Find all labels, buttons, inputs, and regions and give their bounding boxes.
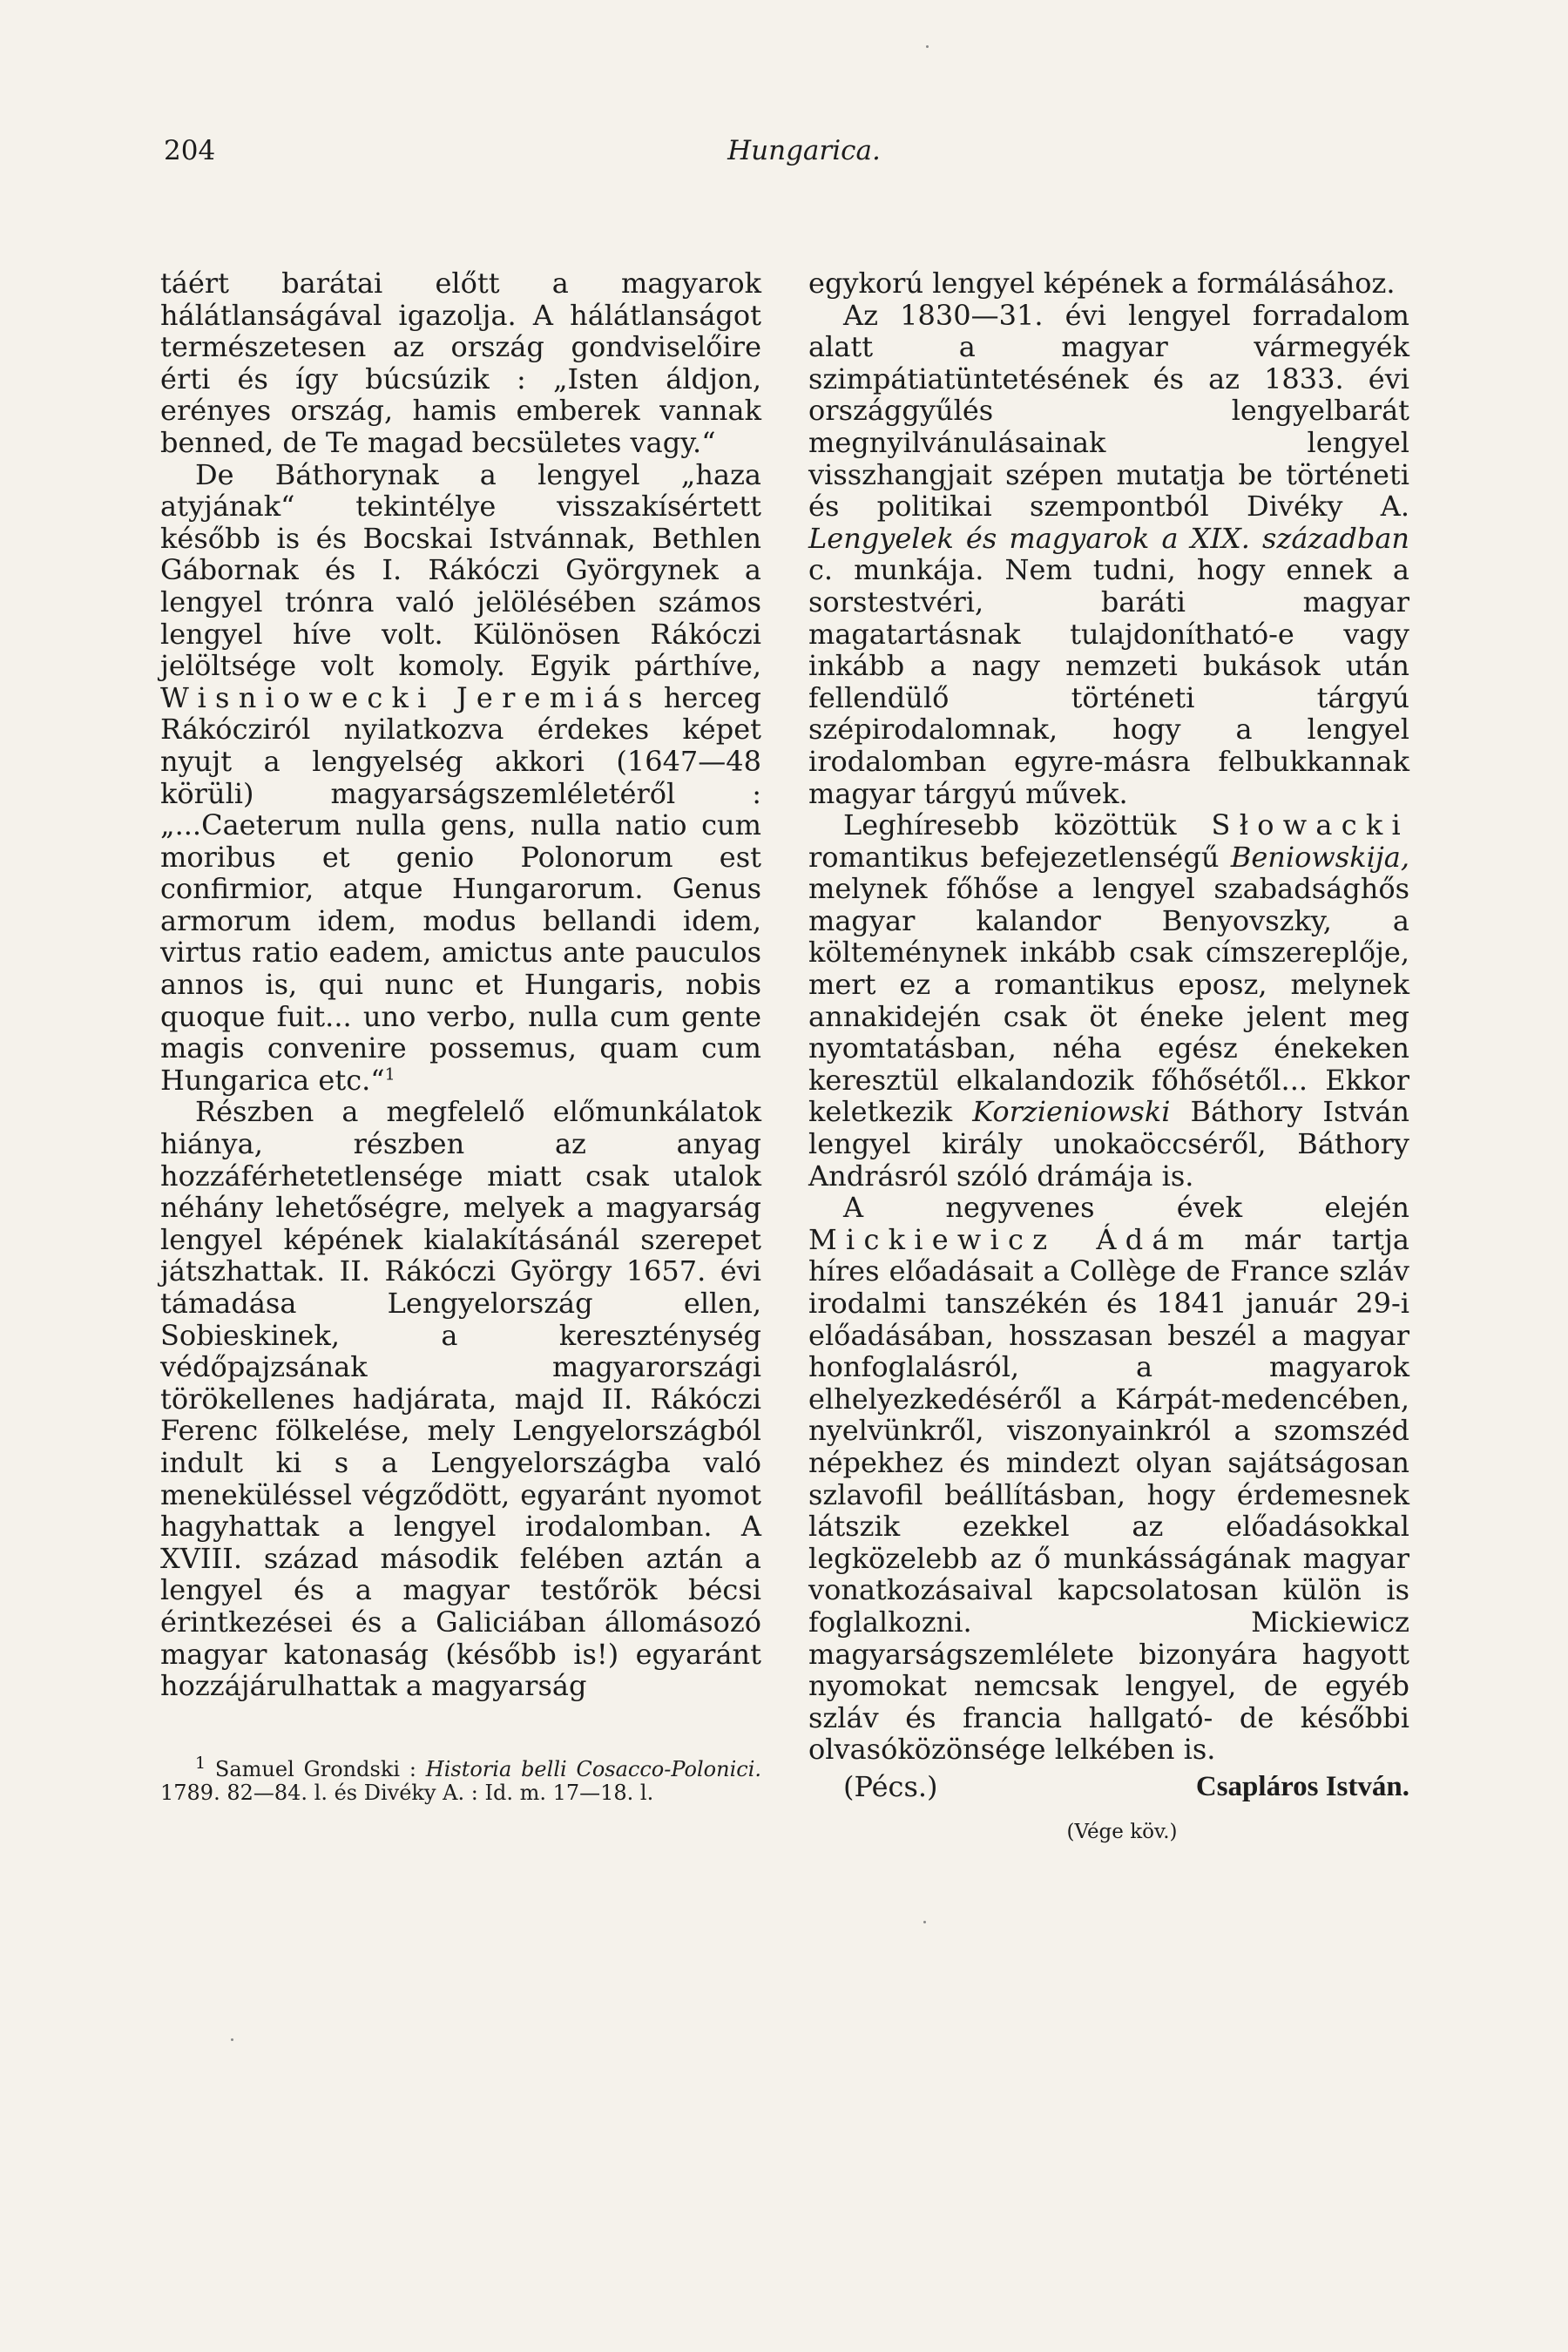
paragraph: Részben a megfelelő előmunkálatok hiánya, részben az anyag hozzáférhetetlensége miatt csak utalok néhány lehetőségre, melyek a magyarság lengyel képének kialakításánál szerepet játszhattak. II. Rákóczi György 1657. évi támadása Lengyelország ellen, Sobieskinek, a kereszténység védőpajzsának magyarországi törökellenes hadjárata, majd II. Rákóczi Ferenc fölkelése, mely Lengyelországból indult ki s a Lengyelországba való meneküléssel végződött, egyaránt nyomot hagyhattak a lengyel irodalomban. A XVIII. század második felében aztán a lengyel és a magyar testőrök bécsi érintkezései és a Galiciában állomásozó magyar katonaság (később is!) egyaránt hozzájárulhattak a magyarság xyxy=(160,1095,761,1703)
book-title: Lengyelek és magyarok a XIX. században xyxy=(808,521,1409,555)
continued-note: (Vége köv.) xyxy=(1066,1820,1178,1843)
text-run: melynek főhőse a lengyel szabadsághős magyar kalandor Benyovszky, a költeménynek inkább csak címszereplője, mert ez a romantikus eposz, melynek annakidején csak öt éneke jelent meg nyomtatásban, néha egész énekeken keresztül elkalandozik főhősétől... Ekkor keletkezik xyxy=(808,872,1409,1129)
text-run: c. munkája. Nem tudni, hogy ennek a sorstestvéri, baráti magyar magatartásnak tulajdonítható-e vagy inkább a nagy nemzeti bukások után fellendülő történeti tárgyú szépirodalomnak, hogy a lengyel irodalomban egyre-másra felbukkannak magyar tárgyú művek. xyxy=(808,553,1409,810)
author-name: Korzieniowski xyxy=(972,1095,1171,1129)
paragraph xyxy=(808,1192,1409,1766)
paper-speck xyxy=(231,2038,233,2041)
text-run: már tartja híres előadásait a Collège de France szláv irodalmi tanszékén és 1841 január 29-i előadásában, hosszasan beszél a magyar honfoglalásról, a magyarok elhelyezkedéséről a Kárpát-medencében, nyelvünkről, viszonyainkról a szomszéd népekhez és mindezt olyan sajátságosan szlavofil beállításban, hogy érdemesnek látszik ezekkel az előadásokkal legközelebb az ő munkásságának magyar vonatkozásaival kapcsolatosan külön is foglalkozni. Mickiewicz magyarságszemlélete bizonyára hagyott nyomokat nemcsak lengyel, de egyéb szláv és francia hallgató- de későbbi olvasóközönsége lelkében is. xyxy=(808,1222,1409,1767)
spaced-name: Słowacki xyxy=(1211,808,1410,842)
footnote-text xyxy=(160,1754,761,1805)
paragraph: táért barátai előtt a magyarok hálátlanságával igazolja. A hálátlanságot természetesen az ország gondviselőire érti és így búcsúzik : „Isten áldjon, erényes ország, hamis emberek vannak benned, de Te magad becsületes vagy.“ xyxy=(160,267,761,459)
running-title: Hungarica. xyxy=(727,135,881,166)
footnote-citation: 1789. 82—84. l. és Divéky A. : Id. m. 17—18. l. xyxy=(160,1781,654,1805)
spaced-name: Wisniowecki Jeremiás xyxy=(160,680,652,714)
page-header xyxy=(164,135,1409,179)
paragraph xyxy=(808,300,1409,810)
work-title: Beniowskija, xyxy=(1230,840,1410,874)
text-run: Az 1830—31. évi lengyel forradalom alatt a magyar vármegyék szimpátiatüntetésének és az 1833. évi országgyűlés lengyelbarát megnyilvánulásainak lengyel visszhangjait szépen mutatja be történeti és politikai szempontból Divéky A. xyxy=(808,298,1409,524)
paper-speck xyxy=(926,45,929,48)
footnote-title: Historia belli Cosacco-Polonici. xyxy=(425,1757,761,1781)
footnote xyxy=(160,1754,761,1805)
text-run: Báthory István lengyel király unokaöccséről, Báthory Andrásról szóló drámája is. xyxy=(808,1095,1410,1193)
text-run: A negyvenes évek elején xyxy=(843,1191,1409,1225)
footnote-reference[interactable]: 1 xyxy=(384,1064,395,1085)
signature-place: (Pécs.) xyxy=(843,1769,938,1803)
text-run: Leghíresebb közöttük xyxy=(843,808,1177,842)
paragraph xyxy=(160,459,761,1097)
spaced-name: Mickiewicz Ádám xyxy=(808,1222,1213,1256)
signature-author: Csapláros István. xyxy=(1195,1770,1409,1802)
right-column xyxy=(808,267,1409,1848)
text-run: herceg Rákócziról nyilatkozva érdekes képet nyujt a lengyelség akkori (1647—48 körüli) magyarságszemléletéről : „...Caeterum nulla gens, nulla natio cum moribus et genio Polonorum est confirmior, atque Hungarorum. Genus armorum idem, modus bellandi idem, virtus ratio eadem, amictus ante pauculos annos is, qui nunc et Hungaris, nobis quoque fuit... uno verbo, nulla cum gente magis convenire possemus, quam cum Hungarica etc.“ xyxy=(160,680,761,1097)
text-run: De Báthorynak a lengyel „haza atyjának“ tekintélye visszakísértett később is és Bocskai Istvánnak, Bethlen Gábornak és I. Rákóczi Györgynek a lengyel trónra való jelölésében számos lengyel híve volt. Különösen Rákóczi jelöltsége volt komoly. Egyik párthíve, xyxy=(160,457,761,683)
footnote-marker: 1 xyxy=(195,1754,206,1773)
page-number: 204 xyxy=(164,135,216,166)
paper-speck xyxy=(923,1921,926,1923)
left-column xyxy=(160,267,761,1702)
paragraph xyxy=(808,809,1409,1192)
text-run: romantikus befejezetlenségű xyxy=(808,840,1220,874)
paragraph: egykorú lengyel képének a formálásához. xyxy=(808,267,1396,300)
signature-line xyxy=(808,1771,1409,1804)
footnote-author: Samuel Grondski : xyxy=(214,1757,416,1781)
